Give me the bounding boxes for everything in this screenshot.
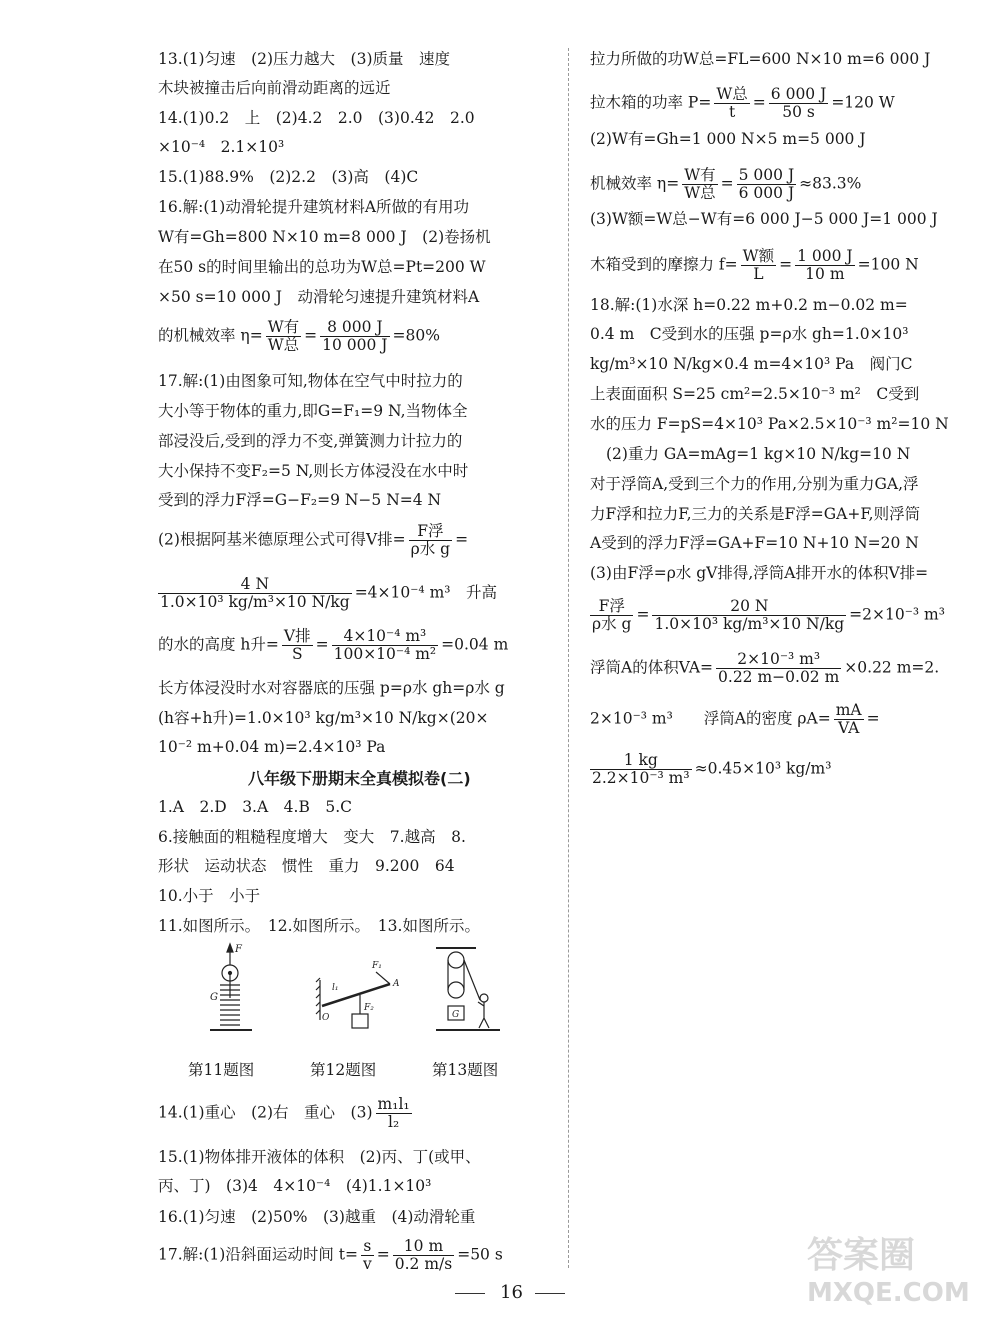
- fraction: [652, 598, 846, 633]
- right-line-1: 拉力所做的功W总=FL=600 N×10 m=6 000 J: [590, 50, 931, 68]
- denominator: v: [362, 1255, 372, 1273]
- answer-13-line1: 13.(1)匀速 (2)压力越大 (3)质量 速度: [158, 50, 451, 68]
- denominator: W总: [684, 184, 716, 202]
- numerator: 4×10⁻⁴ m³: [343, 627, 427, 645]
- arrow-head: [227, 944, 233, 952]
- answer-17-line4: 大小保持不变F₂=5 N,则长方体浸没在水中时: [158, 462, 469, 480]
- denominator: t: [714, 103, 749, 121]
- numerator: F浮: [417, 522, 444, 540]
- figures-drawing: [180, 940, 550, 1050]
- result: =4×10⁻⁴ m³ 升高: [354, 583, 497, 602]
- result: ×0.22 m=2.: [844, 658, 940, 677]
- answer-16-line4: ×50 s=10 000 J 动滑轮匀速提升建筑材料A: [158, 288, 480, 306]
- denominator: l₂: [376, 1113, 412, 1131]
- label: 机械效率 η=: [590, 174, 680, 193]
- fraction: [332, 628, 439, 663]
- label-g: G: [210, 992, 218, 1003]
- denominator: 6 000 J: [738, 184, 795, 202]
- right-line-9: kg/m³×10 N/kg×0.4 m=4×10³ Pa 阀门C: [590, 355, 913, 373]
- fraction: [590, 598, 633, 633]
- right-line-3: (2)W有=Gh=1 000 N×5 m=5 000 J: [590, 130, 866, 148]
- fraction: [158, 576, 352, 611]
- denominator: S: [282, 645, 313, 663]
- part2-answer-14: [158, 1096, 415, 1131]
- fraction: [409, 523, 452, 558]
- answer-17-line6: (2)根据阿基米德原理公式可得V排= $\frac{\text{F浮}}{\text{ρ水 g}}$ =: [158, 522, 469, 558]
- part2-answer-16: 16.(1)匀速 (2)50% (3)越重 (4)动滑轮重: [158, 1208, 476, 1226]
- answer-17-line11: 10⁻² m+0.04 m)=2.4×10³ Pa: [158, 738, 386, 756]
- answer-17-line2: 大小等于物体的重力,即G=F₁=9 N,当物体全: [158, 402, 468, 420]
- answer-17-line9: 长方体浸没时水对容器底的压强 p=ρ水 gh=ρ水 g: [158, 679, 505, 697]
- numerator: 8 000 J: [327, 318, 383, 336]
- answer-14-line1: 14.(1)0.2 上 (2)4.2 2.0 (3)0.42 2.0: [158, 109, 475, 127]
- numerator: m₁l₁: [377, 1095, 410, 1113]
- right-line-6: 木箱受到的摩擦力 f= $\frac{\text{W额}}{L}$ = $\frac{1 000 J}{10 m}$ =100 N: [590, 247, 919, 283]
- part2-answers-1-5: 1.A 2.D 3.A 4.B 5.C: [158, 798, 353, 816]
- answer-15: 15.(1)88.9% (2)2.2 (3)高 (4)C: [158, 168, 419, 186]
- numerator: F浮: [598, 597, 625, 615]
- denominator: L: [741, 265, 776, 283]
- numerator: 4 N: [240, 575, 270, 593]
- result: =0.04 m: [441, 635, 509, 654]
- label-a: A: [393, 979, 400, 989]
- column-divider: [568, 48, 569, 1268]
- denominator: 1.0×10³ kg/m³×10 N/kg: [654, 615, 845, 633]
- part2-answer-15-line2: 丙、丁) (3)4 4×10⁻⁴ (4)1.1×10³: [158, 1177, 432, 1195]
- answer-16-line5: 的机械效率 η= $\frac{\text{W有}}{\text{W总}}$ = $\frac{8 000 J}{10 000 J}$ =80%: [158, 318, 440, 354]
- answer-13-line2: 木块被撞击后向前滑动距离的远近: [158, 79, 391, 97]
- denominator: 0.2 m/s: [394, 1255, 453, 1273]
- fig13-caption: 第13题图: [432, 1061, 499, 1079]
- right-line-11: 水的压力 F=pS=4×10³ Pa×2.5×10⁻³ m²=10 N: [590, 415, 949, 433]
- answer-17-line8: 的水的高度 h升= $\frac{\text{V排}}{S}$ = $\frac{\text{4×10⁻⁴ m³}}{\text{100×10⁻⁴ m²}}$ =0.04 m: [158, 627, 509, 663]
- right-line-8: 0.4 m C受到水的压强 p=ρ水 gh=1.0×10³: [590, 325, 909, 343]
- fraction: [714, 86, 749, 121]
- denominator: 100×10⁻⁴ m²: [333, 645, 437, 663]
- denominator: 10 m: [795, 265, 855, 283]
- right-line-12: (2)重力 GA=mAg=1 kg×10 N/kg=10 N: [606, 445, 911, 463]
- efficiency-label: 的机械效率 η=: [158, 326, 263, 345]
- watermark-drawing: [792, 1219, 982, 1309]
- part2-answers-11-13: 11.如图所示。 12.如图所示。 13.如图所示。: [158, 917, 480, 935]
- numerator: mA: [835, 701, 862, 719]
- denominator: ρ水 g: [410, 540, 451, 558]
- label: 木箱受到的摩擦力 f=: [590, 255, 738, 274]
- label: 拉木箱的功率 P=: [590, 93, 712, 112]
- rope-pull: [464, 960, 480, 1000]
- fraction: [320, 319, 389, 354]
- part2-answers-8-9: 形状 运动状态 惯性 重力 9.200 64: [158, 857, 455, 875]
- numerator: W有: [684, 166, 716, 184]
- denominator: VA: [834, 719, 864, 737]
- right-line-4: 机械效率 η= $\frac{\text{W有}}{\text{W总}}$ = $\frac{5 000 J}{6 000 J}$ ≈83.3%: [590, 166, 862, 202]
- answer-16-line1: 16.解:(1)动滑轮提升建筑材料A所做的有用功: [158, 198, 470, 216]
- label-g: G: [452, 1010, 460, 1020]
- label-f2: F₂: [364, 1003, 374, 1013]
- part2-answer-10: 10.小于 小于: [158, 887, 261, 905]
- label: 2×10⁻³ m³ 浮筒A的密度 ρA=: [590, 709, 831, 728]
- right-line-13: 对于浮筒A,受到三个力的作用,分别为重力GA,浮: [590, 475, 919, 493]
- answer-text: 14.(1)重心 (2)右 重心 (3): [158, 1103, 373, 1122]
- result: =100 N: [857, 255, 919, 274]
- height-label: 的水的高度 h升=: [158, 635, 279, 654]
- numerator: 5 000 J: [738, 166, 795, 184]
- fraction: [769, 86, 829, 121]
- figure-12: [316, 961, 400, 1028]
- person-head: [480, 994, 488, 1002]
- fraction: [737, 167, 797, 202]
- moving-pulley: [448, 982, 464, 998]
- result: =50 s: [457, 1245, 503, 1264]
- result: =80%: [392, 326, 440, 345]
- fig11-caption: 第11题图: [188, 1061, 255, 1079]
- part2-answer-17: 17.解:(1)沿斜面运动时间 t= $\frac{s}{v}$ = $\frac{10 m}{0.2 m/s}$ =50 s: [158, 1237, 503, 1273]
- fraction: [393, 1238, 454, 1273]
- figure-13: [436, 948, 500, 1030]
- numerator: W有: [267, 318, 300, 336]
- person-body: [478, 1002, 489, 1028]
- numerator: 2×10⁻³ m³: [737, 650, 821, 668]
- denominator: 0.22 m−0.02 m: [718, 668, 840, 686]
- answer-17-line10: (h容+h升)=1.0×10³ kg/m³×10 N/kg×(20×: [158, 709, 489, 727]
- formula-label: (2)根据阿基米德原理公式可得V排=: [158, 530, 406, 549]
- watermark-cn: 答案圈: [807, 1235, 916, 1276]
- right-line-2: 拉木箱的功率 P= $\frac{\text{W总}}{t}$ = $\frac{6 000 J}{50 s}$ =120 W: [590, 85, 895, 121]
- right-line-19: [590, 702, 880, 737]
- numerator: 10 m: [403, 1237, 444, 1255]
- right-line-7: 18.解:(1)水深 h=0.22 m+0.2 m−0.02 m=: [590, 296, 908, 314]
- numerator: 20 N: [730, 597, 769, 615]
- fraction: [282, 628, 313, 663]
- denominator: ρ水 g: [592, 615, 632, 633]
- answer-17-line5: 受到的浮力F浮=G−F₂=9 N−5 N=4 N: [158, 491, 442, 509]
- right-line-14: 力F浮和拉力F,三力的关系是F浮=GA+F,则浮筒: [590, 505, 921, 523]
- fraction: [590, 752, 692, 787]
- label-l1: l₁: [332, 983, 339, 993]
- result: =: [866, 709, 880, 728]
- numerator: 1 000 J: [797, 247, 853, 265]
- right-line-10: 上表面面积 S=25 cm²=2.5×10⁻³ m² C受到: [590, 385, 920, 403]
- part2-answer-15-line1: 15.(1)物体排开液体的体积 (2)丙、丁(或甲、: [158, 1148, 481, 1166]
- answer-16-line3: 在50 s的时间里输出的总功为W总=Pt=200 W: [158, 258, 486, 276]
- denominator: 10 000 J: [322, 336, 388, 354]
- answer-14-line2: ×10⁻⁴ 2.1×10³: [158, 138, 285, 156]
- right-line-15: A受到的浮力F浮=GA+F=10 N+10 N=20 N: [590, 534, 919, 552]
- fraction: [361, 1238, 374, 1273]
- label-o: O: [322, 1013, 330, 1023]
- right-line-20: [590, 752, 831, 787]
- figures-row: [180, 940, 550, 1050]
- page-number: 16: [500, 1282, 523, 1303]
- fig12-caption: 第12题图: [310, 1061, 377, 1079]
- fraction: [376, 1096, 412, 1131]
- label-f: F: [235, 944, 242, 955]
- label: 浮筒A的体积VA=: [590, 658, 714, 677]
- numerator: W总: [716, 85, 748, 103]
- weight-box: [352, 1014, 368, 1028]
- result: ≈0.45×10³ kg/m³: [694, 759, 832, 778]
- denominator: 2.2×10⁻³ m³: [592, 769, 690, 787]
- denominator: 1.0×10³ kg/m³×10 N/kg: [160, 593, 350, 611]
- section-title: 八年级下册期末全真模拟卷(二): [248, 769, 471, 788]
- right-line-17: $\frac{\text{F浮}}{\text{ρ水 g}}$ = $\frac{20 N}{\text{1.0×10³ kg/m³×10 N/kg}}$ =2×10⁻³ m³: [592, 597, 945, 633]
- numerator: W额: [742, 247, 775, 265]
- label-f1: F₁: [372, 961, 382, 971]
- numerator: s: [363, 1237, 372, 1255]
- part2-answers-6-8: 6.接触面的粗糙程度增大 变大 7.越高 8.: [158, 828, 466, 846]
- result: =2×10⁻³ m³: [849, 605, 945, 624]
- fraction: [266, 319, 301, 354]
- fraction: [716, 651, 841, 686]
- result: =120 W: [831, 93, 895, 112]
- right-line-18: [590, 651, 939, 686]
- right-line-16: (3)由F浮=ρ水 gV排得,浮筒A排开水的体积V排=: [590, 564, 929, 582]
- numerator: V排: [283, 627, 311, 645]
- fraction: [741, 248, 776, 283]
- answer-17-line1: 17.解:(1)由图象可知,物体在空气中时拉力的: [158, 372, 463, 390]
- denominator: 50 s: [769, 103, 829, 121]
- fraction: [795, 248, 855, 283]
- fraction: [834, 702, 864, 737]
- fraction: [682, 167, 717, 202]
- denominator: W总: [267, 336, 300, 354]
- figure-11: [210, 944, 252, 1030]
- answer-17-line3: 部浸没后,受到的浮力不变,弹簧测力计拉力的: [158, 432, 463, 450]
- numerator: 1 kg: [623, 751, 658, 769]
- force-f1: [376, 972, 390, 984]
- numerator: 6 000 J: [770, 85, 827, 103]
- result: ≈83.3%: [799, 174, 862, 193]
- watermark-logo: [792, 1219, 982, 1309]
- answer-16-line2: W有=Gh=800 N×10 m=8 000 J (2)卷扬机: [158, 228, 491, 246]
- answer-text: 17.解:(1)沿斜面运动时间 t=: [158, 1245, 358, 1264]
- watermark-en: MXQE.COM: [807, 1278, 970, 1308]
- right-line-5: (3)W额=W总−W有=6 000 J−5 000 J=1 000 J: [590, 210, 938, 228]
- fixed-pulley: [448, 952, 464, 968]
- answer-17-line7: [158, 576, 497, 611]
